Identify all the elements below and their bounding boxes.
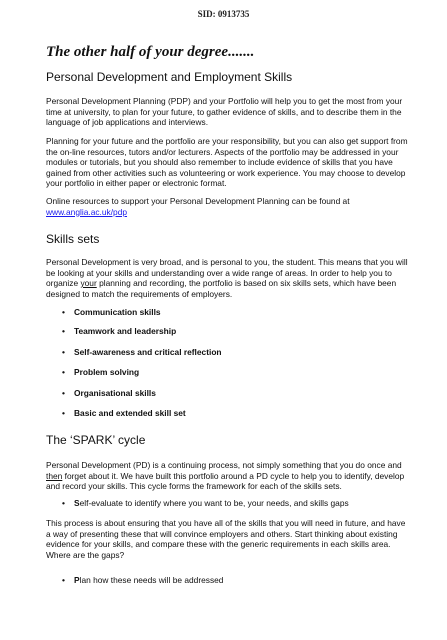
skills-text-b: planning and recording, the portfolio is based on six skills sets, which have been designed to match the requirements of employers. — [46, 278, 397, 299]
skill-item — [62, 367, 139, 377]
pdp-paragraph-2: Planning for your future and the portfolio are your responsibility, but you can also get support from the on-line resources, tutors and/or lecturers. Aspects of the portfolio may be addressed in your modules or tutorials, but you should also remember to include evidence of skills that you have gained from other activities such as volunteering or work experience. You may choose to develop your portfolio in either paper or electronic format. — [46, 136, 408, 188]
pdp-paragraph-1: Personal Development Planning (PDP) and your Portfolio will help you to get the most from your time at university, to plan for your future, to gather evidence of skills, and to describe them in the language of job applications and interviews. — [46, 96, 403, 127]
spark-paragraph-1 — [46, 460, 410, 492]
bullet-icon: • — [62, 326, 65, 336]
skill-item-label: Basic and extended skill set — [74, 408, 186, 418]
pdp-paragraph-3 — [46, 196, 410, 217]
skills-text-underlined: your — [80, 278, 97, 288]
skill-item — [62, 307, 161, 317]
student-id: SID: 0913735 — [197, 9, 250, 19]
bullet-icon: • — [62, 408, 65, 418]
spark-text-b: forget about it. We have built this portfolio around a PD cycle to help you to identify, develop and record your skills. This cycle forms the framework for each of the skills sets. — [46, 470, 405, 491]
bullet-icon: • — [62, 498, 65, 508]
spark-text-underlined: then — [46, 470, 63, 481]
skill-item-label: Problem solving — [74, 367, 140, 377]
skills-heading: Skills sets — [46, 232, 100, 246]
skill-item — [62, 388, 156, 398]
skill-item-label: Teamwork and leadership — [74, 326, 177, 336]
bullet-icon: • — [62, 388, 65, 398]
pdp-link[interactable]: www.anglia.ac.uk/pdp — [46, 206, 128, 217]
skill-item-label: Organisational skills — [74, 388, 156, 398]
spark-step-plan — [62, 575, 223, 585]
spark-step-letter: S — [74, 498, 80, 508]
pdp-heading: Personal Development and Employment Skills — [46, 70, 293, 84]
bullet-icon: • — [62, 347, 65, 357]
skill-item — [62, 347, 222, 357]
spark-step-text: elf-evaluate to identify where you want to be, your needs, and skills gaps — [79, 498, 349, 508]
bullet-icon: • — [62, 307, 65, 317]
spark-text-a: Personal Development (PD) is a continuing process, not simply something that you do once and — [46, 460, 402, 470]
skills-paragraph — [46, 257, 410, 299]
bullet-icon: • — [62, 367, 65, 377]
spark-step-text: lan how these needs will be addressed — [79, 575, 224, 585]
skills-text-a: Personal Development is very broad, and is personal to you, the student. This means that you will be looking at your skills and understanding over a wide range of areas. In order to help you to organize — [46, 257, 408, 288]
page-title: The other half of your degree....... — [46, 44, 255, 60]
skill-item-label: Communication skills — [74, 307, 161, 317]
spark-heading: The ‘SPARK’ cycle — [46, 433, 146, 447]
skill-item-label: Self-awareness and critical reflection — [74, 347, 222, 357]
spark-paragraph-2: This process is about ensuring that you have all of the skills that you will need in future, and have a way of presenting these that will convince employers and others. Start thinking about existing evidence for your skills, and compare these with the generic requirements in each skills area. Where are the gaps? — [46, 518, 406, 560]
bullet-icon: • — [62, 575, 65, 585]
spark-step-self-evaluate — [62, 498, 349, 508]
skill-item — [62, 408, 186, 418]
spark-step-letter: P — [74, 575, 80, 585]
skill-item — [62, 326, 176, 336]
pdp-resources-text: Online resources to support your Personal Development Planning can be found at — [46, 196, 350, 206]
